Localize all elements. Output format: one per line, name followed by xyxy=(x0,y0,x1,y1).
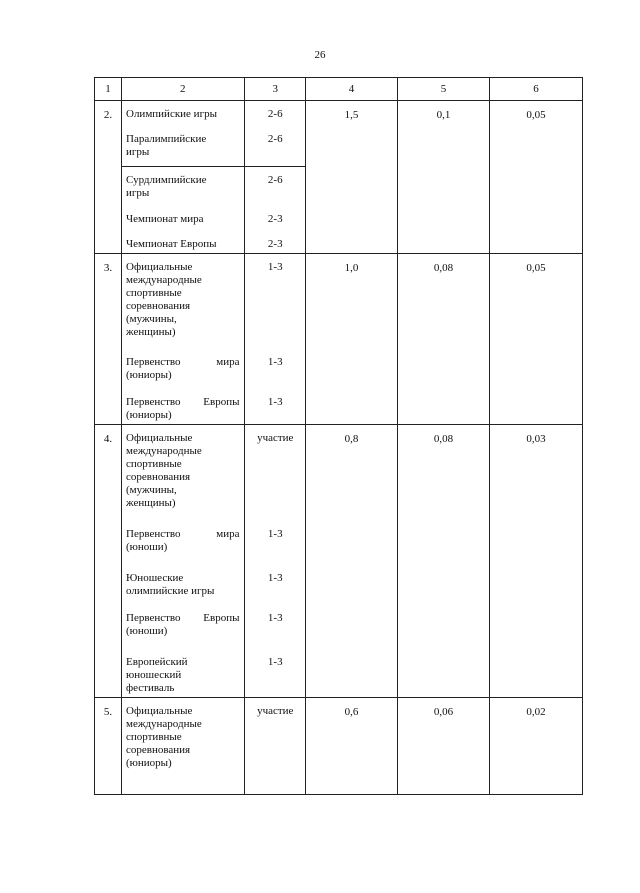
header-cell-5: 5 xyxy=(398,78,490,101)
row-number: 2. xyxy=(95,101,122,254)
competition-name-line: игры xyxy=(126,146,150,158)
coefficient-v4: 1,0 xyxy=(306,254,398,425)
competition-name-line: Официальные xyxy=(126,261,193,273)
place-range: 2-6 xyxy=(244,126,306,166)
competition-name xyxy=(122,425,244,521)
header-cell-2: 2 xyxy=(180,82,186,95)
competition-name-line: (юноши) xyxy=(126,541,168,553)
competition-name xyxy=(122,389,244,424)
competition-cell xyxy=(122,254,306,425)
competition-name xyxy=(122,231,244,253)
competition-name-line: Сурдлимпийские xyxy=(126,173,207,186)
header-cell-4: 4 xyxy=(306,78,398,101)
competition-name-line: (юноши) xyxy=(126,625,168,637)
competition-cell xyxy=(122,425,306,698)
competition-name xyxy=(122,166,244,206)
competition-name-line: соревнования xyxy=(126,471,191,483)
competition-name-word: Первенство xyxy=(126,356,181,368)
competition-name-line: Олимпийские игры xyxy=(126,108,217,120)
competition-name-line: олимпийские игры xyxy=(126,585,215,597)
competition-name-line: игры xyxy=(126,186,150,199)
competition-name-line: соревнования xyxy=(126,300,191,312)
competition-name-word: Первенство xyxy=(126,528,181,540)
competition-name xyxy=(122,605,244,649)
competition-name-line: международные xyxy=(126,274,202,286)
place-range: участие xyxy=(244,698,306,794)
table-row xyxy=(95,698,583,795)
competition-name xyxy=(122,254,244,349)
header-cell-6: 6 xyxy=(490,78,583,101)
table-row xyxy=(95,425,583,698)
competition-name-line: Европейский xyxy=(126,656,188,668)
row-number: 4. xyxy=(95,425,122,698)
competition-name-word: мира xyxy=(216,528,240,540)
coefficient-v5: 0,06 xyxy=(398,698,490,795)
coefficient-v6: 0,03 xyxy=(490,425,583,698)
header-cell-1: 1 xyxy=(95,78,122,101)
row-number: 5. xyxy=(95,698,122,795)
place-range: 1-3 xyxy=(244,565,306,605)
competition-name xyxy=(122,126,244,166)
coefficient-v6: 0,02 xyxy=(490,698,583,795)
place-range: 1-3 xyxy=(244,521,306,565)
competition-name xyxy=(122,698,244,794)
ranking-table xyxy=(94,77,583,795)
competition-name-line: (юниоры) xyxy=(126,409,172,421)
header-cell-3: 3 xyxy=(244,78,306,100)
place-range: 2-6 xyxy=(244,166,306,206)
coefficient-v5: 0,1 xyxy=(398,101,490,254)
competition-name-word: Первенство xyxy=(126,612,181,624)
table-row xyxy=(95,101,583,254)
place-range: 1-3 xyxy=(244,389,306,424)
coefficient-v6: 0,05 xyxy=(490,101,583,254)
competition-name-line: спортивные xyxy=(126,458,182,470)
competition-name-line: Юношеские xyxy=(126,572,184,584)
coefficient-v4: 0,6 xyxy=(306,698,398,795)
competition-name-line: женщины) xyxy=(126,326,176,338)
coefficient-v5: 0,08 xyxy=(398,254,490,425)
competition-name-line: спортивные xyxy=(126,731,182,743)
header-row xyxy=(95,78,583,101)
competition-name-line: Паралимпийские xyxy=(126,133,207,145)
table-row xyxy=(95,254,583,425)
coefficient-v4: 1,5 xyxy=(306,101,398,254)
competition-name xyxy=(122,101,244,126)
place-range: 2-3 xyxy=(244,231,306,253)
place-range: 1-3 xyxy=(244,349,306,389)
place-range: 1-3 xyxy=(244,649,306,697)
competition-name xyxy=(122,349,244,389)
competition-name-line: (мужчины, xyxy=(126,484,177,496)
competition-name-line: спортивные xyxy=(126,287,182,299)
place-range: 1-3 xyxy=(244,254,306,349)
competition-name-line: (юниоры) xyxy=(126,757,172,769)
competition-name-line: Чемпионат мира xyxy=(126,213,204,225)
competition-name-line: (юниоры) xyxy=(126,369,172,381)
competition-name-line: Официальные xyxy=(126,705,193,717)
competition-name-line: фестиваль xyxy=(126,682,175,694)
row-number: 3. xyxy=(95,254,122,425)
competition-name-word: Первенство xyxy=(126,396,181,408)
competition-cell xyxy=(122,698,306,795)
competition-name xyxy=(122,649,244,697)
coefficient-v5: 0,08 xyxy=(398,425,490,698)
competition-name-line: международные xyxy=(126,718,202,730)
competition-name xyxy=(122,521,244,565)
page-number: 26 xyxy=(314,49,326,61)
coefficient-v4: 0,8 xyxy=(306,425,398,698)
coefficient-v6: 0,05 xyxy=(490,254,583,425)
competition-name-line: соревнования xyxy=(126,744,191,756)
competition-name-line: Официальные xyxy=(126,432,193,444)
competition-name-word: Европы xyxy=(203,612,240,624)
competition-name-line: юношеский xyxy=(126,669,182,681)
competition-name-line: женщины) xyxy=(126,497,176,509)
competition-name-word: Европы xyxy=(203,396,240,408)
place-range: 1-3 xyxy=(244,605,306,649)
competition-name xyxy=(122,565,244,605)
competition-name xyxy=(122,206,244,231)
competition-name-line: Чемпионат Европы xyxy=(126,238,217,250)
competition-name-line: международные xyxy=(126,445,202,457)
competition-name-line: (мужчины, xyxy=(126,313,177,325)
competition-cell xyxy=(122,101,306,254)
place-range: участие xyxy=(244,425,306,521)
place-range: 2-6 xyxy=(244,101,306,126)
competition-name-word: мира xyxy=(216,356,240,368)
place-range: 2-3 xyxy=(244,206,306,231)
